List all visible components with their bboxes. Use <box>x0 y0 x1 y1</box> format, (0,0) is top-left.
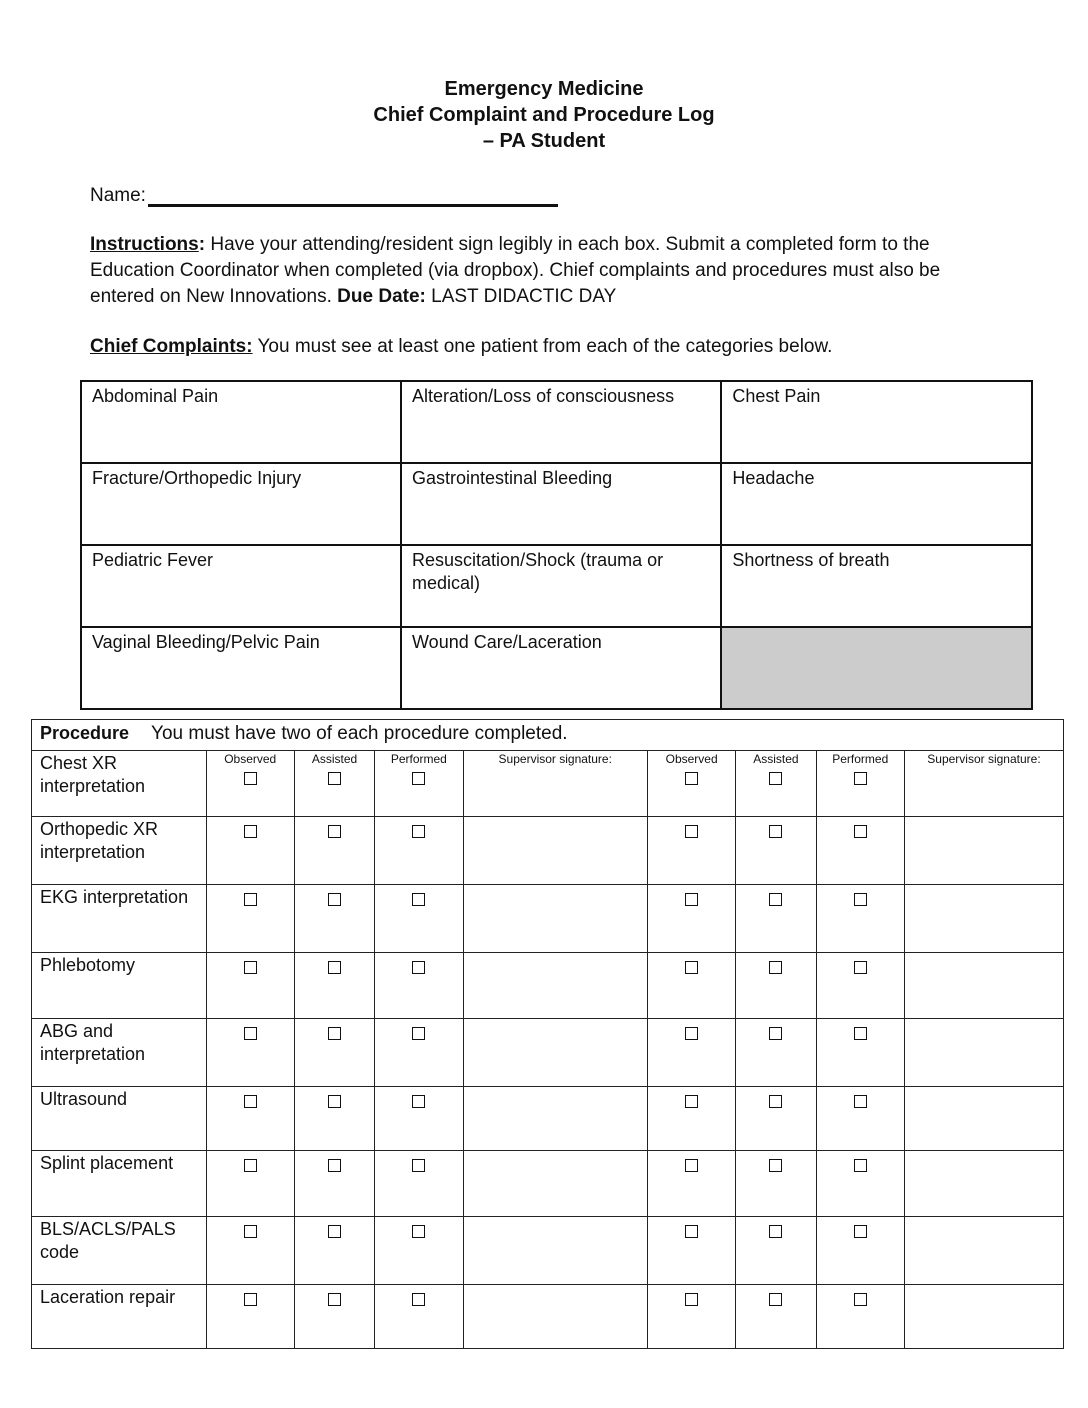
performed-cell <box>816 817 904 885</box>
complaint-row <box>81 545 1032 627</box>
supervisor-signature-cell[interactable] <box>904 1217 1063 1285</box>
performed-cell <box>816 953 904 1019</box>
procedure-row <box>32 885 1064 953</box>
complaint-cell[interactable] <box>721 463 1032 545</box>
signature-column-header: Supervisor signature: <box>927 752 1041 766</box>
assisted-cell <box>294 885 374 953</box>
supervisor-signature-cell[interactable] <box>904 1151 1063 1217</box>
assisted-checkbox-icon[interactable] <box>769 1293 782 1306</box>
performed-cell <box>816 1087 904 1151</box>
complaint-cell[interactable] <box>81 627 401 709</box>
due-date-value: LAST DIDACTIC DAY <box>425 286 617 307</box>
observed-cell <box>206 1151 294 1217</box>
supervisor-signature-cell[interactable] <box>463 1087 647 1151</box>
performed-cell <box>375 1151 463 1217</box>
supervisor-signature-cell[interactable] <box>904 953 1063 1019</box>
performed-cell <box>816 1151 904 1217</box>
performed-checkbox-icon[interactable] <box>854 961 867 974</box>
procedure-name: Splint placement <box>40 1153 174 1173</box>
assisted-cell <box>294 1087 374 1151</box>
procedure-name-cell <box>32 817 207 885</box>
performed-checkbox-icon[interactable] <box>854 1027 867 1040</box>
observed-cell <box>647 953 735 1019</box>
supervisor-signature-cell[interactable] <box>463 1151 647 1217</box>
supervisor-signature-cell[interactable] <box>463 885 647 953</box>
assisted-column-header: Assisted <box>753 752 799 766</box>
assisted-cell <box>736 885 816 953</box>
shaded-empty-cell <box>721 627 1032 709</box>
observed-cell <box>647 1151 735 1217</box>
observed-checkbox-icon[interactable] <box>244 1095 257 1108</box>
name-row <box>90 182 558 207</box>
observed-checkbox-icon[interactable] <box>244 1293 257 1306</box>
supervisor-signature-cell[interactable] <box>904 1087 1063 1151</box>
observed-checkbox-icon[interactable] <box>244 1225 257 1238</box>
procedure-row <box>32 1151 1064 1217</box>
complaint-label: Resuscitation/Shock (trauma or medical) <box>412 550 664 593</box>
complaint-label: Gastrointestinal Bleeding <box>412 468 613 488</box>
procedure-row <box>32 1087 1064 1151</box>
complaint-cell[interactable] <box>401 545 721 627</box>
procedure-name-cell <box>32 751 207 817</box>
observed-cell <box>206 953 294 1019</box>
supervisor-signature-cell[interactable] <box>463 1019 647 1087</box>
procedure-name-cell <box>32 1151 207 1217</box>
observed-checkbox-icon[interactable] <box>685 1293 698 1306</box>
assisted-cell <box>736 817 816 885</box>
performed-checkbox-icon[interactable] <box>412 1225 425 1238</box>
procedure-name: ABG and interpretation <box>40 1021 146 1064</box>
complaint-label: Alteration/Loss of consciousness <box>412 386 675 406</box>
supervisor-signature-cell[interactable] <box>463 751 647 817</box>
performed-cell <box>375 751 463 817</box>
performed-checkbox-icon[interactable] <box>412 893 425 906</box>
performed-checkbox-icon[interactable] <box>412 1293 425 1306</box>
observed-column-header: Observed <box>665 752 718 766</box>
supervisor-signature-cell[interactable] <box>904 1019 1063 1087</box>
performed-cell <box>816 1285 904 1349</box>
assisted-checkbox-icon[interactable] <box>328 1095 341 1108</box>
observed-checkbox-icon[interactable] <box>244 1027 257 1040</box>
supervisor-signature-cell[interactable] <box>904 817 1063 885</box>
title-line-3: – PA Student <box>482 130 606 152</box>
observed-cell <box>206 817 294 885</box>
assisted-checkbox-icon[interactable] <box>769 1095 782 1108</box>
observed-cell <box>647 1217 735 1285</box>
assisted-checkbox-icon[interactable] <box>769 825 782 838</box>
assisted-cell <box>736 1217 816 1285</box>
performed-checkbox-icon[interactable] <box>854 1225 867 1238</box>
procedure-name: Orthopedic XR interpretation <box>40 819 159 862</box>
assisted-checkbox-icon[interactable] <box>769 1225 782 1238</box>
procedure-row <box>32 817 1064 885</box>
procedure-header-row <box>32 720 1064 751</box>
complaint-cell[interactable] <box>721 381 1032 463</box>
assisted-checkbox-icon[interactable] <box>328 1225 341 1238</box>
performed-checkbox-icon[interactable] <box>412 1159 425 1172</box>
name-field[interactable] <box>148 182 558 207</box>
observed-cell <box>206 1087 294 1151</box>
observed-cell <box>647 1087 735 1151</box>
performed-checkbox-icon[interactable] <box>854 772 867 785</box>
chief-complaints-paragraph <box>90 334 990 360</box>
observed-checkbox-icon[interactable] <box>685 893 698 906</box>
assisted-cell <box>736 1285 816 1349</box>
performed-cell <box>375 817 463 885</box>
instructions-text: Have your attending/resident sign legibly in each box. Submit a completed form to the Education Coordinator when completed (via dropbox). Chief complaints and procedures must also be entered on New Innovations. <box>90 234 941 307</box>
chief-complaints-table <box>80 380 1033 710</box>
complaint-cell[interactable] <box>721 545 1032 627</box>
assisted-checkbox-icon[interactable] <box>328 1293 341 1306</box>
complaint-cell[interactable] <box>81 381 401 463</box>
assisted-cell <box>294 1151 374 1217</box>
performed-cell <box>816 1019 904 1087</box>
complaint-label: Vaginal Bleeding/Pelvic Pain <box>92 632 320 652</box>
observed-checkbox-icon[interactable] <box>685 1225 698 1238</box>
performed-cell <box>375 1019 463 1087</box>
due-date-label: Due Date: <box>337 286 426 307</box>
procedure-name-cell <box>32 1217 207 1285</box>
procedure-instruction: You must have two of each procedure completed. <box>151 723 568 744</box>
assisted-checkbox-icon[interactable] <box>769 961 782 974</box>
assisted-checkbox-icon[interactable] <box>769 1027 782 1040</box>
procedure-name-cell <box>32 885 207 953</box>
performed-column-header: Performed <box>832 752 889 766</box>
procedure-label: Procedure <box>40 723 130 743</box>
performed-checkbox-icon[interactable] <box>412 825 425 838</box>
observed-cell <box>206 1285 294 1349</box>
observed-checkbox-icon[interactable] <box>685 961 698 974</box>
instructions-colon: : <box>198 234 206 255</box>
performed-checkbox-icon[interactable] <box>854 1095 867 1108</box>
assisted-cell <box>294 817 374 885</box>
observed-checkbox-icon[interactable] <box>685 772 698 785</box>
assisted-checkbox-icon[interactable] <box>769 772 782 785</box>
performed-cell <box>375 953 463 1019</box>
assisted-cell <box>736 751 816 817</box>
complaint-label: Fracture/Orthopedic Injury <box>92 468 302 488</box>
complaint-cell[interactable] <box>401 381 721 463</box>
chief-complaints-lead: Chief Complaints: <box>90 336 253 357</box>
assisted-checkbox-icon[interactable] <box>328 1159 341 1172</box>
procedure-header-cell <box>32 720 1064 751</box>
supervisor-signature-cell[interactable] <box>904 885 1063 953</box>
observed-checkbox-icon[interactable] <box>244 961 257 974</box>
performed-column-header: Performed <box>390 752 447 766</box>
complaint-label: Chest Pain <box>732 386 821 406</box>
assisted-cell <box>294 1217 374 1285</box>
observed-column-header: Observed <box>224 752 277 766</box>
page-title <box>0 76 1088 154</box>
procedure-name: Laceration repair <box>40 1287 176 1307</box>
assisted-checkbox-icon[interactable] <box>328 825 341 838</box>
supervisor-signature-cell[interactable] <box>463 953 647 1019</box>
chief-complaints-text: You must see at least one patient from each of the categories below. <box>252 336 833 357</box>
procedure-name-cell <box>32 953 207 1019</box>
observed-checkbox-icon[interactable] <box>244 893 257 906</box>
assisted-cell <box>294 1285 374 1349</box>
observed-cell <box>647 817 735 885</box>
procedure-name: Ultrasound <box>40 1089 128 1109</box>
complaint-label: Pediatric Fever <box>92 550 214 570</box>
complaint-label: Wound Care/Laceration <box>412 632 602 652</box>
performed-cell <box>375 885 463 953</box>
observed-checkbox-icon[interactable] <box>685 1027 698 1040</box>
complaint-cell[interactable] <box>81 545 401 627</box>
assisted-checkbox-icon[interactable] <box>769 893 782 906</box>
title-line-2: Chief Complaint and Procedure Log <box>373 104 715 126</box>
procedure-name: BLS/ACLS/PALS code <box>40 1219 176 1262</box>
performed-checkbox-icon[interactable] <box>412 772 425 785</box>
complaint-row <box>81 381 1032 463</box>
complaint-cell[interactable] <box>401 627 721 709</box>
observed-checkbox-icon[interactable] <box>244 825 257 838</box>
supervisor-signature-cell[interactable] <box>904 1285 1063 1349</box>
assisted-cell <box>736 1151 816 1217</box>
performed-cell <box>816 1217 904 1285</box>
assisted-cell <box>294 953 374 1019</box>
observed-cell <box>206 885 294 953</box>
assisted-cell <box>736 953 816 1019</box>
complaint-label: Headache <box>732 468 815 488</box>
observed-cell <box>206 1019 294 1087</box>
assisted-column-header: Assisted <box>311 752 358 766</box>
performed-checkbox-icon[interactable] <box>854 1293 867 1306</box>
performed-checkbox-icon[interactable] <box>412 1095 425 1108</box>
observed-cell <box>647 1285 735 1349</box>
assisted-cell <box>294 751 374 817</box>
observed-cell <box>206 751 294 817</box>
complaint-cell[interactable] <box>401 463 721 545</box>
procedure-name-cell <box>32 1019 207 1087</box>
performed-checkbox-icon[interactable] <box>854 825 867 838</box>
observed-checkbox-icon[interactable] <box>685 1095 698 1108</box>
performed-cell <box>375 1285 463 1349</box>
performed-cell <box>816 885 904 953</box>
performed-checkbox-icon[interactable] <box>854 893 867 906</box>
procedure-name-cell <box>32 1087 207 1151</box>
assisted-checkbox-icon[interactable] <box>328 961 341 974</box>
complaint-label: Shortness of breath <box>732 550 890 570</box>
observed-cell <box>647 1019 735 1087</box>
observed-cell <box>647 885 735 953</box>
procedure-row <box>32 1019 1064 1087</box>
supervisor-signature-cell[interactable] <box>463 1285 647 1349</box>
performed-cell <box>816 751 904 817</box>
observed-checkbox-icon[interactable] <box>685 825 698 838</box>
performed-checkbox-icon[interactable] <box>412 961 425 974</box>
supervisor-signature-cell[interactable] <box>904 751 1063 817</box>
instructions-lead: Instructions <box>90 234 199 255</box>
assisted-checkbox-icon[interactable] <box>328 1027 341 1040</box>
performed-checkbox-icon[interactable] <box>854 1159 867 1172</box>
signature-column-header: Supervisor signature: <box>498 752 612 766</box>
performed-cell <box>375 1087 463 1151</box>
procedure-name: Chest XR interpretation <box>40 753 146 796</box>
complaint-cell[interactable] <box>81 463 401 545</box>
title-line-1: Emergency Medicine <box>444 78 644 100</box>
assisted-cell <box>736 1087 816 1151</box>
procedure-row <box>32 953 1064 1019</box>
procedure-row <box>32 1217 1064 1285</box>
procedure-row <box>32 1285 1064 1349</box>
observed-checkbox-icon[interactable] <box>244 1159 257 1172</box>
observed-cell <box>206 1217 294 1285</box>
observed-checkbox-icon[interactable] <box>244 772 257 785</box>
complaint-label: Abdominal Pain <box>92 386 219 406</box>
procedure-name: EKG interpretation <box>40 887 189 907</box>
supervisor-signature-cell[interactable] <box>463 1217 647 1285</box>
name-label: Name: <box>90 185 146 206</box>
observed-checkbox-icon[interactable] <box>685 1159 698 1172</box>
instructions-paragraph <box>90 232 990 310</box>
assisted-cell <box>294 1019 374 1087</box>
assisted-checkbox-icon[interactable] <box>328 772 341 785</box>
performed-cell <box>375 1217 463 1285</box>
procedure-name-cell <box>32 1285 207 1349</box>
assisted-checkbox-icon[interactable] <box>328 893 341 906</box>
complaint-row <box>81 463 1032 545</box>
observed-cell <box>647 751 735 817</box>
assisted-checkbox-icon[interactable] <box>769 1159 782 1172</box>
complaint-row <box>81 627 1032 709</box>
procedure-row <box>32 751 1064 817</box>
procedure-table <box>31 719 1064 1349</box>
performed-checkbox-icon[interactable] <box>412 1027 425 1040</box>
supervisor-signature-cell[interactable] <box>463 817 647 885</box>
assisted-cell <box>736 1019 816 1087</box>
procedure-name: Phlebotomy <box>40 955 136 975</box>
